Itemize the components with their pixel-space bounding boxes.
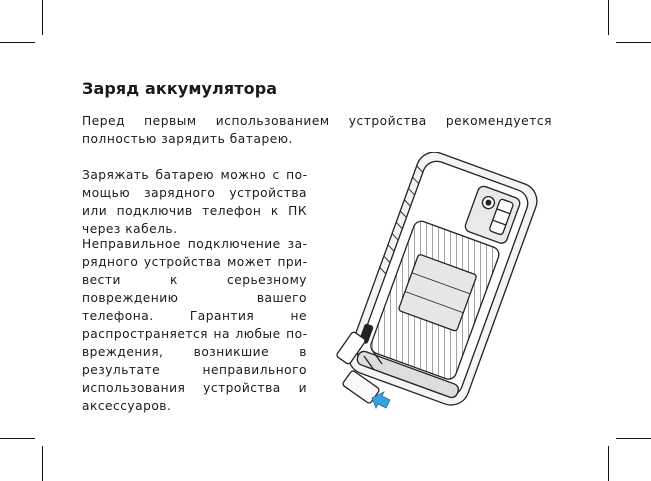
crop-mark-bottom-right-h (616, 438, 651, 439)
crop-mark-top-right-v (608, 0, 609, 35)
crop-mark-bottom-left-h (0, 438, 35, 439)
phone-charging-illustration (328, 152, 560, 414)
crop-mark-top-right-h (616, 42, 651, 43)
intro-paragraph: Перед первым использованием устройства рекомендуется полностью зарядить батарею. (82, 114, 552, 146)
page-title: Заряд аккумулятора (82, 79, 278, 98)
crop-mark-bottom-right-v (608, 446, 609, 481)
warning-paragraph: Неправильное подключение зарядного устройства может привести к серьезному повреждению вашего телефона. Гарантия не распространяется на любые повреждения, возникшие в результате неправильного использования устройства и аксессуаров. (82, 237, 307, 413)
crop-mark-bottom-left-v (42, 446, 43, 481)
phone-body (336, 152, 542, 410)
crop-mark-top-left-v (42, 0, 43, 35)
crop-mark-top-left-h (0, 42, 35, 43)
charging-paragraph: Заряжать батарею можно с помощью зарядного устройства или подключив телефон к ПК через кабель. (82, 168, 307, 236)
